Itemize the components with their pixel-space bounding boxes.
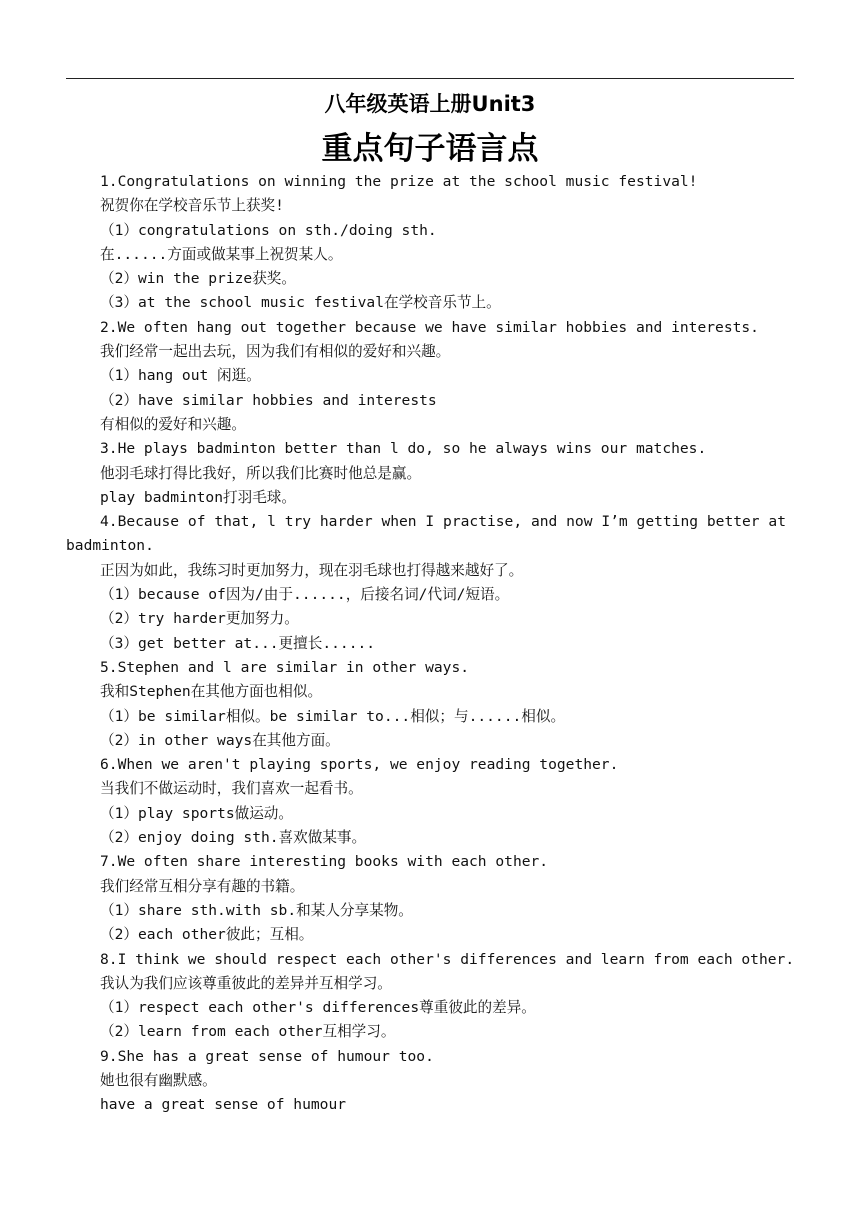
sentence-3-zh: 他羽毛球打得比我好，所以我们比赛时他总是赢。	[100, 464, 422, 482]
note-6-2: （2）enjoy doing sth.喜欢做某事。	[100, 829, 367, 847]
note-4-3: （3）get better at...更擅长......	[100, 634, 376, 652]
note-5-1: （1）be similar相似。be similar to...相似；与......相似。	[100, 707, 566, 725]
sentence-8-en: 8.I think we should respect each other's differences and learn from each other.	[100, 950, 795, 968]
note-6-1: （1）play sports做运动。	[100, 804, 293, 822]
document-subtitle: 重点句子语言点	[321, 131, 539, 167]
note-4-2: （2）try harder更加努力。	[100, 610, 299, 628]
note-8-2: （2）learn from each other互相学习。	[100, 1023, 396, 1041]
sentence-8-zh: 我认为我们应该尊重彼此的差异并互相学习。	[100, 974, 392, 992]
sentence-3-en: 3.He plays badminton better than l do, so he always wins our matches.	[100, 440, 707, 458]
note-3-1: play badminton打羽毛球。	[100, 488, 296, 506]
note-7-2: （2）each other彼此；互相。	[100, 926, 314, 944]
sentence-6-zh: 当我们不做运动时，我们喜欢一起看书。	[100, 780, 363, 798]
sentence-6-en: 6.When we aren't playing sports, we enjoy reading together.	[100, 756, 619, 774]
sentence-5-en: 5.Stephen and l are similar in other ways.	[100, 658, 470, 676]
sentence-7-zh: 我们经常互相分享有趣的书籍。	[100, 877, 305, 895]
note-1-1: （1）congratulations on sth./doing sth.	[100, 221, 437, 239]
note-7-1: （1）share sth.with sb.和某人分享某物。	[100, 901, 413, 919]
note-2-2: （2）have similar hobbies and interests	[100, 391, 437, 409]
note-4-1: （1）because of因为/由于......，后接名词/代词/短语。	[100, 586, 510, 604]
sentence-5-zh: 我和Stephen在其他方面也相似。	[100, 683, 323, 701]
sentence-2-zh: 我们经常一起出去玩，因为我们有相似的爱好和兴趣。	[100, 343, 451, 361]
note-1-2: （2）win the prize获奖。	[100, 270, 296, 288]
sentence-1-zh: 祝贺你在学校音乐节上获奖!	[100, 197, 284, 215]
note-9-1: have a great sense of humour	[100, 1096, 347, 1114]
note-2-2-meaning: 有相似的爱好和兴趣。	[100, 415, 246, 433]
note-1-1-meaning: 在......方面或做某事上祝贺某人。	[100, 245, 343, 263]
document-body	[66, 170, 795, 1118]
sentence-9-en: 9.She has a great sense of humour too.	[100, 1047, 434, 1065]
sentence-9-zh: 她也很有幽默感。	[100, 1071, 217, 1089]
document-title: 八年级英语上册Unit3	[324, 92, 536, 116]
sentence-2-en: 2.We often hang out together because we have similar hobbies and interests.	[100, 318, 759, 336]
note-2-1: （1）hang out 闲逛。	[100, 367, 261, 385]
header-rule	[66, 78, 794, 79]
note-8-1: （1）respect each other's differences尊重彼此的差异。	[100, 999, 536, 1017]
note-5-2: （2）in other ways在其他方面。	[100, 731, 340, 749]
note-1-3: （3）at the school music festival在学校音乐节上。	[100, 294, 501, 312]
sentence-4-zh: 正因为如此，我练习时更加努力，现在羽毛球也打得越来越好了。	[100, 561, 524, 579]
sentence-1-en: 1.Congratulations on winning the prize at the school music festival!	[100, 173, 698, 190]
sentence-4-en: 4.Because of that, l try harder when I practise, and now I’m getting better at badminton.	[66, 513, 786, 555]
sentence-7-en: 7.We often share interesting books with each other.	[100, 853, 549, 871]
